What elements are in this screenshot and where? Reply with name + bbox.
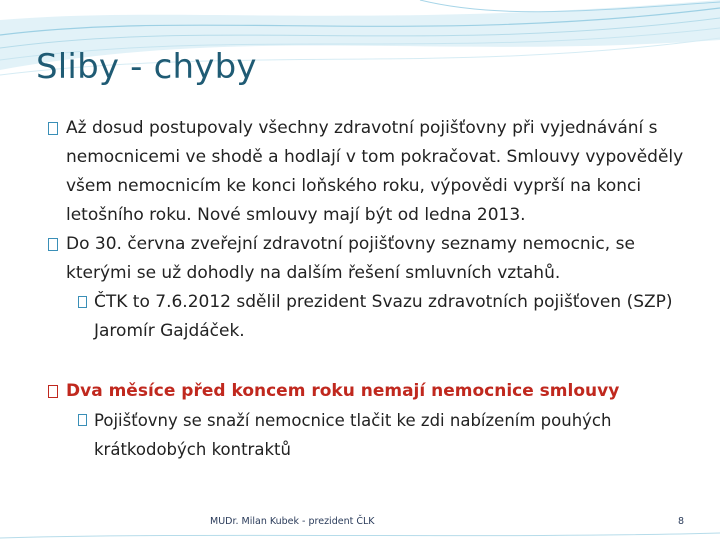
bullet-text: ČTK to 7.6.2012 sdělil prezident Svazu zdravotních pojišťoven (SZP) Jaromír Gajdáček.: [94, 292, 673, 341]
slide-content: [44, 114, 704, 464]
square-bullet-icon: [78, 296, 87, 308]
bullet-item: [44, 114, 704, 230]
square-bullet-icon: [48, 385, 58, 398]
square-bullet-icon: [78, 414, 87, 426]
bullet-item: [44, 230, 704, 288]
bullet-text: Pojišťovny se snaží nemocnice tlačit ke zdi nabízením pouhých krátkodobých kontraktů: [94, 411, 612, 459]
highlight-bullet-item: [44, 377, 704, 406]
sub-bullet-item: [44, 288, 704, 346]
footer-author: MUDr. Milan Kubek - prezident ČLK: [210, 516, 375, 527]
sub-bullet-item: [44, 406, 704, 464]
page-number: 8: [678, 516, 685, 527]
square-bullet-icon: [48, 122, 58, 135]
square-bullet-icon: [48, 238, 58, 251]
bullet-text: Do 30. června zveřejní zdravotní pojišťovny seznamy nemocnic, se kterými se už dohodly na dalším řešení smluvních vztahů.: [66, 234, 635, 283]
bullet-text: Až dosud postupovaly všechny zdravotní pojišťovny při vyjednávání s nemocnicemi ve shodě a hodlají v tom pokračovat. Smlouvy vypověděly všem nemocnicím ke konci loňského roku, výpovědi vyprší na konci letošního roku. Nové smlouvy mají být od ledna 2013.: [66, 118, 684, 225]
slide-title: Sliby - chyby: [36, 47, 257, 87]
highlight-text: Dva měsíce před koncem roku nemají nemocnice smlouvy: [66, 381, 620, 401]
footer-decoration: [0, 530, 720, 540]
